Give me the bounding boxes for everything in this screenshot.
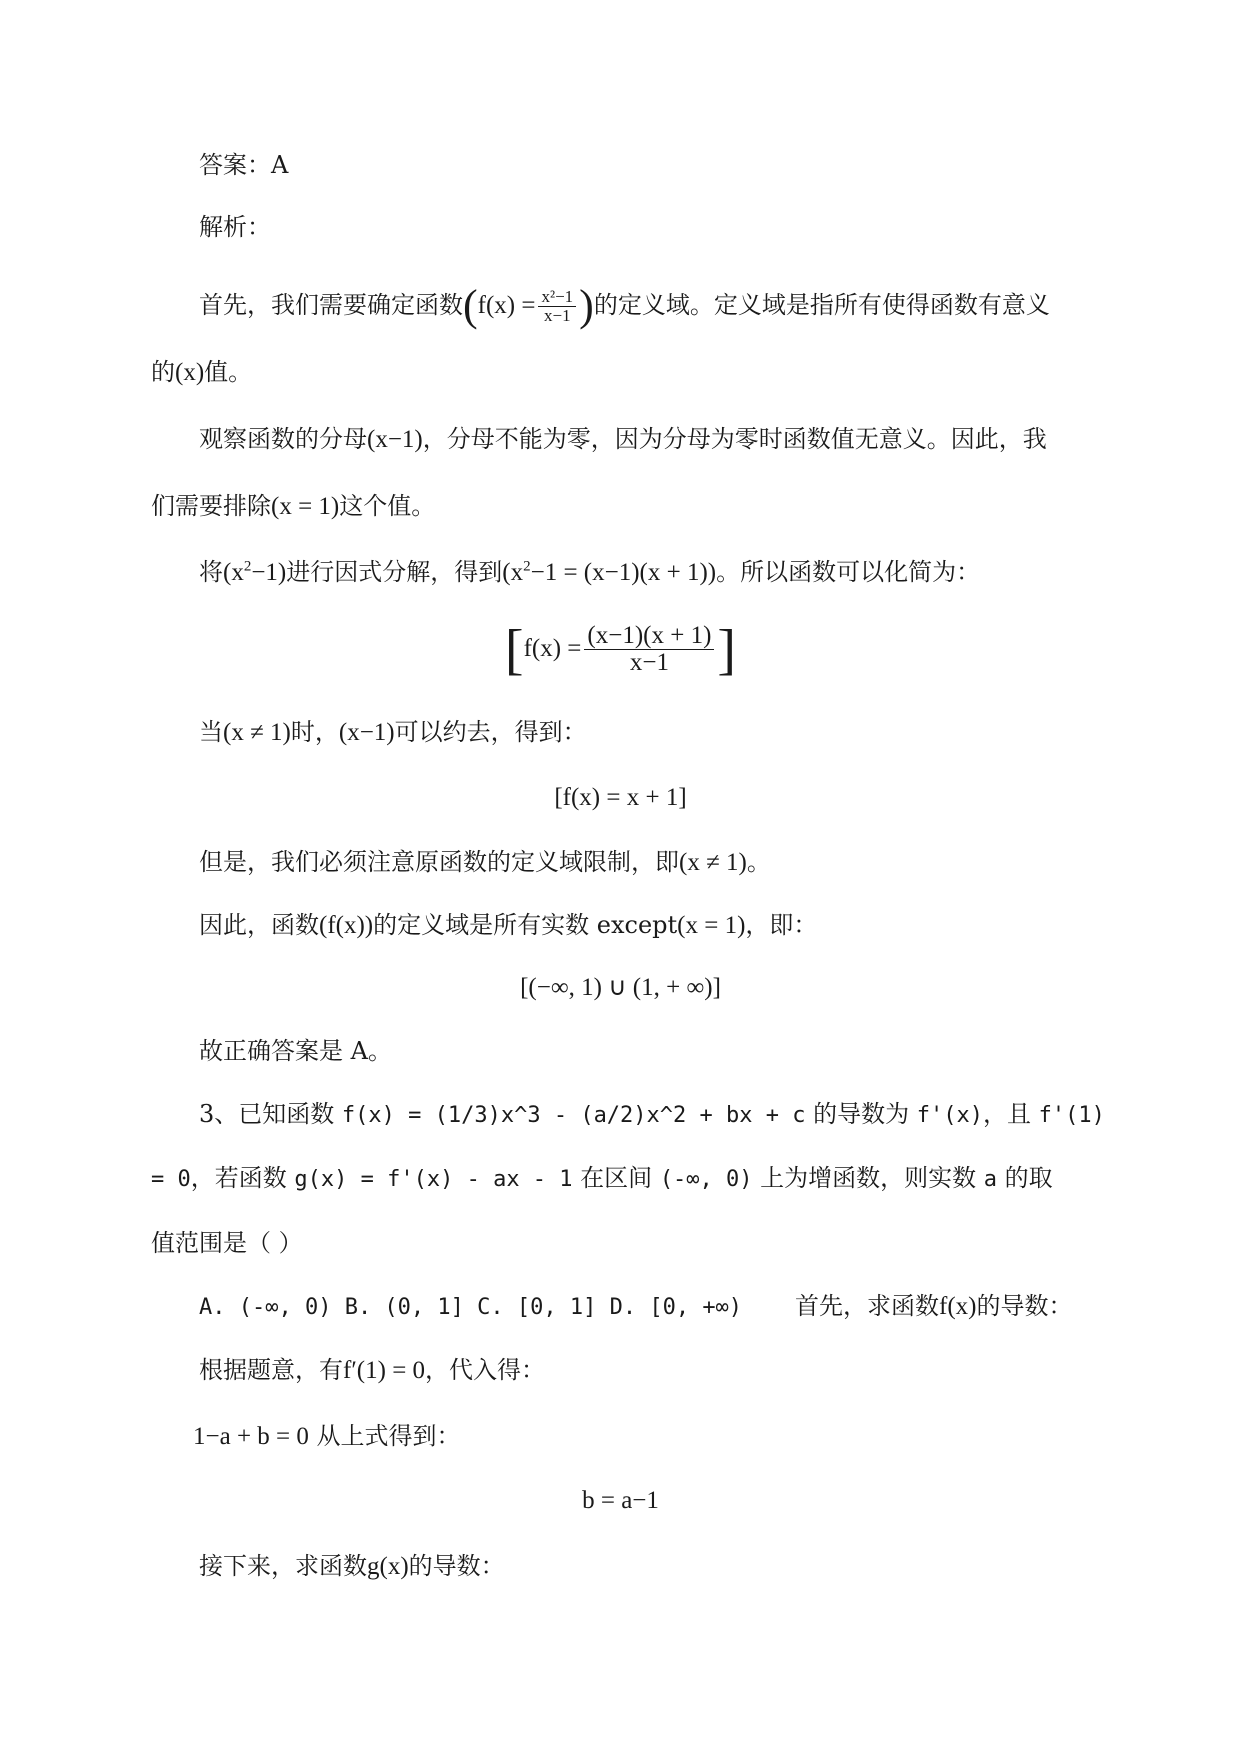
analysis-label: 解析：	[199, 213, 271, 241]
paren-left: (	[463, 281, 478, 331]
paragraph-1-line-2: 的(x)值。	[151, 358, 253, 386]
paragraph-9: 根据题意，有f′(1) = 0，代入得：	[199, 1356, 546, 1384]
paragraph-10: 1−a + b = 0 从上式得到：	[193, 1422, 461, 1450]
bracket-right: ]	[717, 618, 737, 681]
equation-3: [(−∞, 1) ∪ (1, + ∞)]	[520, 974, 721, 1001]
paragraph-4: 当(x ≠ 1)时，(x−1)可以约去，得到：	[199, 718, 587, 746]
fraction: $\frac{\text{x²−1}}{x-1}$	[538, 288, 576, 325]
paren-right: )	[579, 281, 594, 331]
fraction: $\frac{(x-1)(x + 1)}{x-1}$	[584, 623, 714, 677]
paragraph-11: 接下来，求函数g(x)的导数：	[199, 1552, 505, 1580]
paragraph-2-line-1: 观察函数的分母(x−1)，分母不能为零，因为分母为零时函数值无意义。因此，我	[199, 425, 1047, 453]
options-line	[199, 1291, 742, 1323]
paragraph-2-line-2: 们需要排除(x = 1)这个值。	[151, 492, 436, 520]
equation-4: b = a−1	[582, 1487, 659, 1514]
answer-line: 答案：A	[199, 151, 289, 179]
equation-1: [f(x) = $\frac{(x-1)(x + 1)}{x-1}$ ]	[504, 618, 737, 681]
paragraph-8: 首先，求函数f(x)的导数：	[795, 1292, 1073, 1320]
answer-options: A. (-∞, 0) B. (0, 1] C. [0, 1] D. [0, +∞)	[199, 1295, 743, 1320]
paragraph-5: 但是，我们必须注意原函数的定义域限制，即(x ≠ 1)。	[199, 848, 771, 876]
paragraph-7: 故正确答案是 A。	[199, 1037, 392, 1065]
equation-2: [f(x) = x + 1]	[554, 784, 687, 811]
paragraph-1-line-1: 首先，我们需要确定函数(f(x) = $\frac{\text{x²−1}}{x-1}$ )的定义域。定义域是指所有使得函数有意义	[199, 281, 1050, 331]
paragraph-3: 将$(x^2-1)$进行因式分解，得到$(x^2-1 = (x-1)(x + 1))$。所以函数可以化简为：	[199, 558, 981, 586]
question-3-line-1: 3、已知函数 f(x) = (1/3)x^3 - (a/2)x^2 + bx + c 的导数为 f'(x)，且 f'(1)	[199, 1100, 1105, 1128]
question-3-line-3: 值范围是（ ）	[151, 1229, 303, 1257]
question-3-line-2: = 0，若函数 g(x) = f'(x) - ax - 1 在区间 (-∞, 0) 上为增函数，则实数 a 的取	[151, 1164, 1053, 1192]
bracket-left: [	[504, 618, 524, 681]
paragraph-6: 因此，函数(f(x))的定义域是所有实数 except(x = 1)，即：	[199, 911, 818, 939]
